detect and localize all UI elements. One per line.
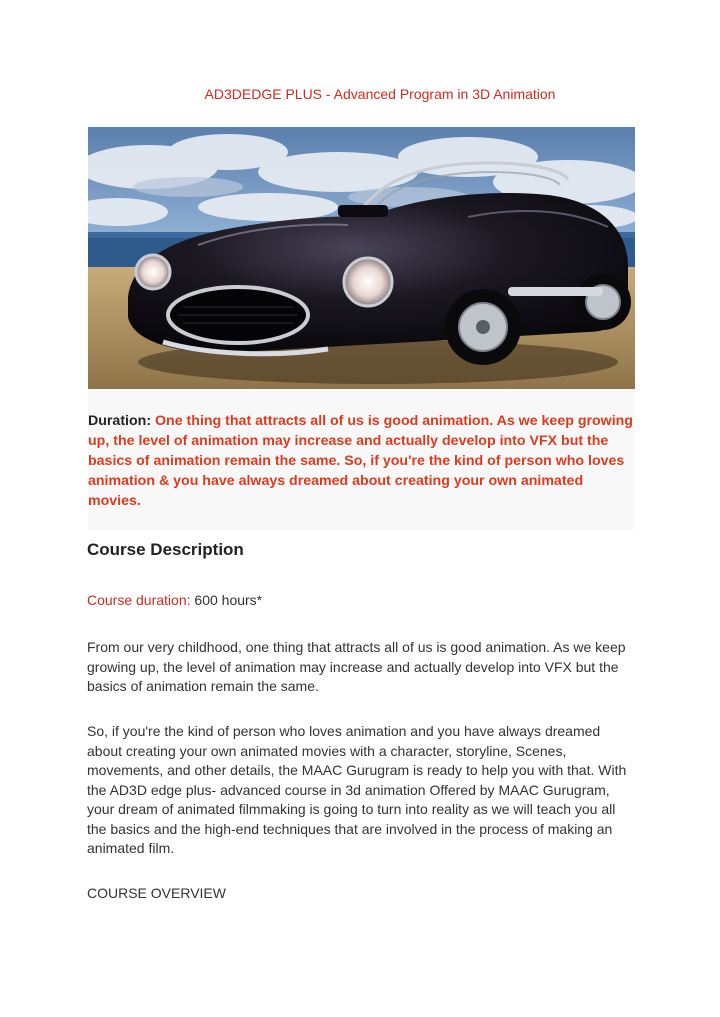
page-title: AD3DEDGE PLUS - Advanced Program in 3D Animation [204, 86, 556, 102]
course-overview-heading: COURSE OVERVIEW [87, 885, 226, 901]
duration-paragraph [88, 411, 634, 511]
course-duration [87, 592, 262, 608]
duration-label: Duration: [88, 413, 152, 429]
course-duration-label: Course duration: [87, 592, 191, 608]
course-paragraph-1: From our very childhood, one thing that attracts all of us is good animation. As we keep growing up, the level of animation may increase and actually develop into VFX but the basics of animation remain the same. [87, 639, 626, 694]
course-description-heading: Course Description [87, 540, 244, 559]
course-paragraph-2: So, if you're the kind of person who loves animation and you have always dreamed about creating your own animated movies with a character, storyline, Scenes, movements, and other details, the MAAC Gurugram is ready to help you with that. With the AD3D edge plus- advanced course in 3d animation Offered by MAAC Gurugram, your dream of animated filmmaking is going to turn into reality as we will teach you all the basics and the high-end techniques that are involved in the process of making an animated film. [87, 723, 627, 856]
duration-text: One thing that attracts all of us is good animation. As we keep growing up, the level of animation may increase and actually develop into VFX but the basics of animation remain the same. So, if you're the kind of person who loves animation & you have always dreamed about creating your own animated movies. [88, 413, 633, 509]
hero-car-image [88, 127, 635, 389]
course-duration-value: 600 hours* [194, 592, 263, 608]
duration-box [88, 389, 634, 530]
